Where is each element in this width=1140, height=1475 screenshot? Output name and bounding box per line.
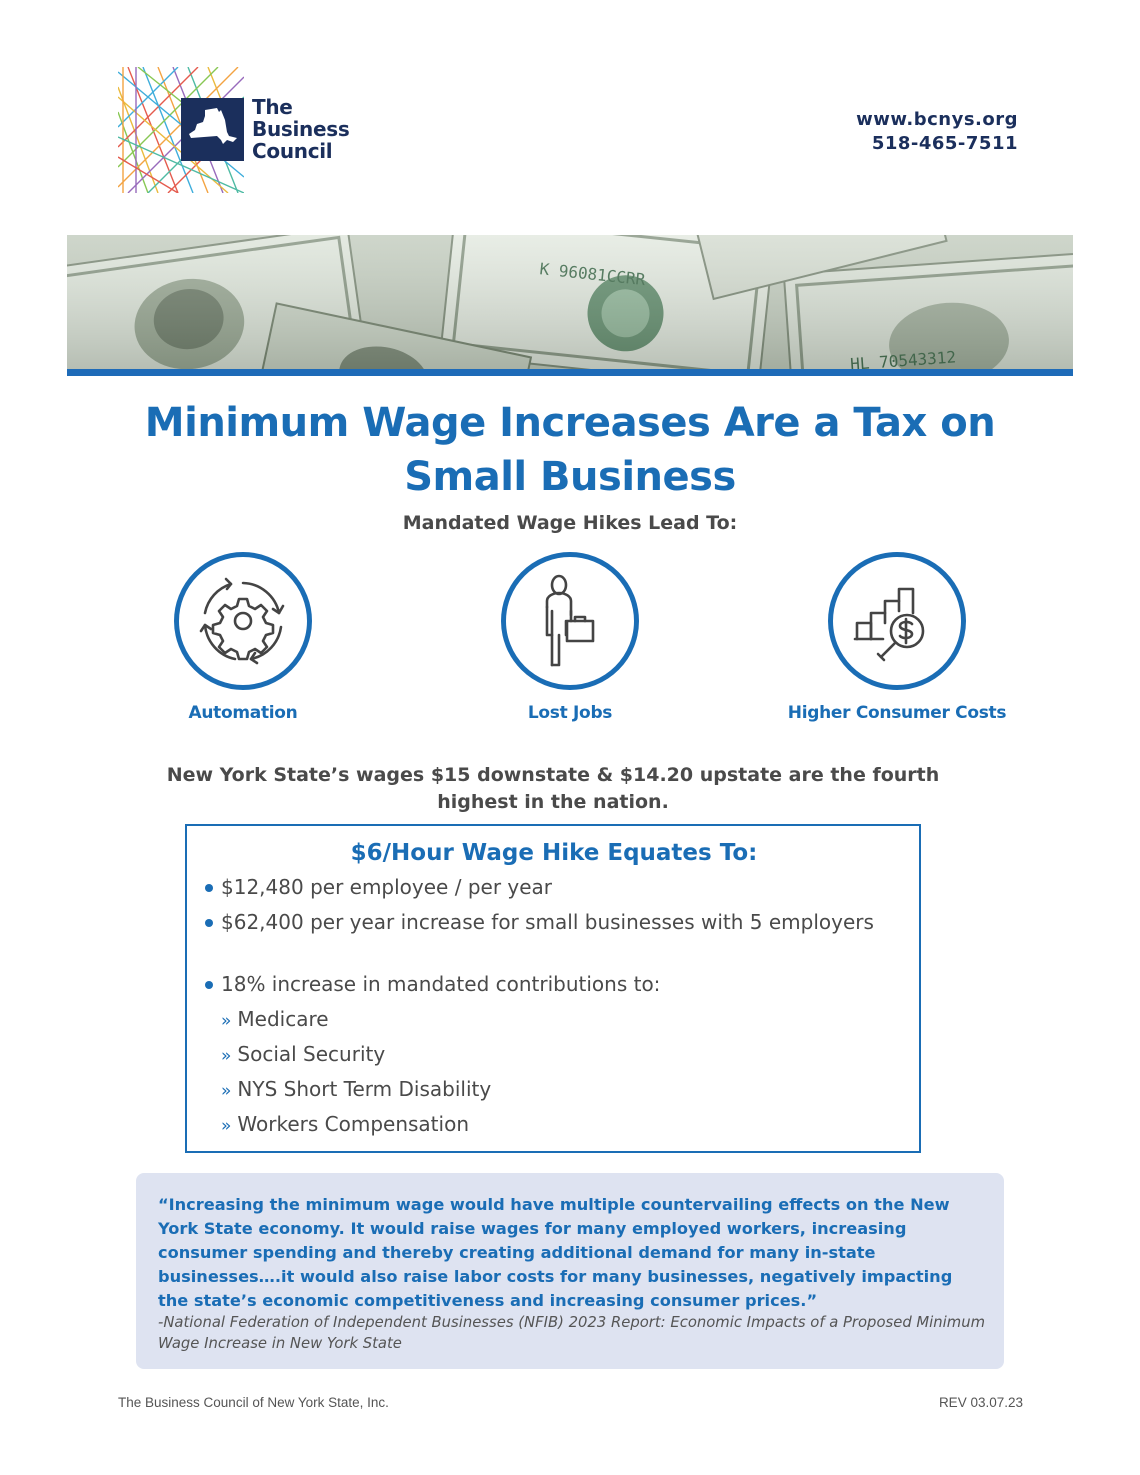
- bullet-dot: [205, 981, 213, 989]
- business-council-logo: [118, 67, 244, 193]
- footer-organization: The Business Council of New York State, Inc.: [118, 1395, 389, 1410]
- logo-word-2: Business: [252, 117, 350, 141]
- sub-item-text: Workers Compensation: [237, 1112, 469, 1136]
- phone-number: 518-465-7511: [871, 133, 1018, 154]
- chevron-right-icon: »: [221, 1011, 232, 1031]
- logo-word-1: The: [252, 95, 293, 119]
- wage-hike-box: [185, 824, 921, 1153]
- logo-wordmark: [252, 96, 349, 162]
- quote-text: “Increasing the minimum wage would have multiple countervailing effects on the New York State economy. It would raise wages for many employed workers, increasing consumer spending and thereby creating additional demand for many in-state businesses….it would also raise labor costs for many businesses, negatively impacting the state’s economic competitiveness and increasing consumer prices.”: [158, 1195, 953, 1310]
- wage-statement: New York State’s wages $15 downstate & $14.20 upstate are the fourth highest in the nation.: [166, 764, 940, 813]
- sub-item-text: Social Security: [237, 1042, 386, 1066]
- impact-label: Lost Jobs: [527, 703, 613, 723]
- money-banner-image: [67, 235, 1073, 376]
- impact-circle: [501, 552, 639, 690]
- impact-circle: [174, 552, 312, 690]
- sub-item-text: NYS Short Term Disability: [237, 1077, 492, 1101]
- banknotes-illustration: [67, 235, 1073, 376]
- footer-revision: REV 03.07.23: [938, 1395, 1023, 1410]
- contact-info: [856, 108, 1018, 156]
- logo-navy-square: [181, 98, 244, 161]
- impact-higher-consumer-costs: [767, 552, 1027, 723]
- sub-item: [221, 1006, 329, 1035]
- sub-item-text: Medicare: [237, 1007, 329, 1031]
- impact-lost-jobs: [440, 552, 700, 723]
- person-with-briefcase-icon: [535, 573, 605, 669]
- impact-circle: [828, 552, 966, 690]
- bullet-dot: [205, 919, 213, 927]
- sub-item: [221, 1041, 385, 1070]
- logo-word-3: Council: [252, 139, 333, 163]
- bullet-dot: [205, 884, 213, 892]
- chevron-right-icon: »: [221, 1046, 232, 1066]
- quote-source: -National Federation of Independent Businesses (NFIB) 2023 Report: Economic Impacts of a Proposed Minimum Wage Increase in New York State: [158, 1314, 985, 1352]
- new-york-state-icon: [187, 106, 239, 152]
- automation-gear-cycle-icon: [195, 573, 291, 669]
- impact-label: Automation: [188, 703, 298, 723]
- chevron-right-icon: »: [221, 1116, 232, 1136]
- page-title: Minimum Wage Increases Are a Tax on Small Business: [144, 400, 996, 500]
- quote-box: [136, 1173, 1004, 1369]
- impact-label: Higher Consumer Costs: [787, 703, 1007, 723]
- bullet-item: [205, 909, 905, 936]
- sub-item: [221, 1076, 491, 1105]
- bullet-text: 18% increase in mandated contributions to:: [221, 972, 661, 996]
- page-subtitle: Mandated Wage Hikes Lead To:: [402, 512, 738, 534]
- bullet-text: $12,480 per employee / per year: [221, 875, 553, 899]
- bullet-item: [205, 971, 905, 998]
- bullet-item: [205, 874, 905, 901]
- wage-hike-title: $6/Hour Wage Hike Equates To:: [350, 840, 758, 866]
- sub-item: [221, 1111, 469, 1140]
- chevron-right-icon: »: [221, 1081, 232, 1101]
- impact-automation: [113, 552, 373, 723]
- banner-accent-bar: [67, 369, 1073, 376]
- rising-bars-dollar-magnifier-icon: [851, 573, 943, 669]
- website-link[interactable]: www.bcnys.org: [856, 109, 1018, 130]
- bullet-text: $62,400 per year increase for small businesses with 5 employers: [221, 910, 874, 934]
